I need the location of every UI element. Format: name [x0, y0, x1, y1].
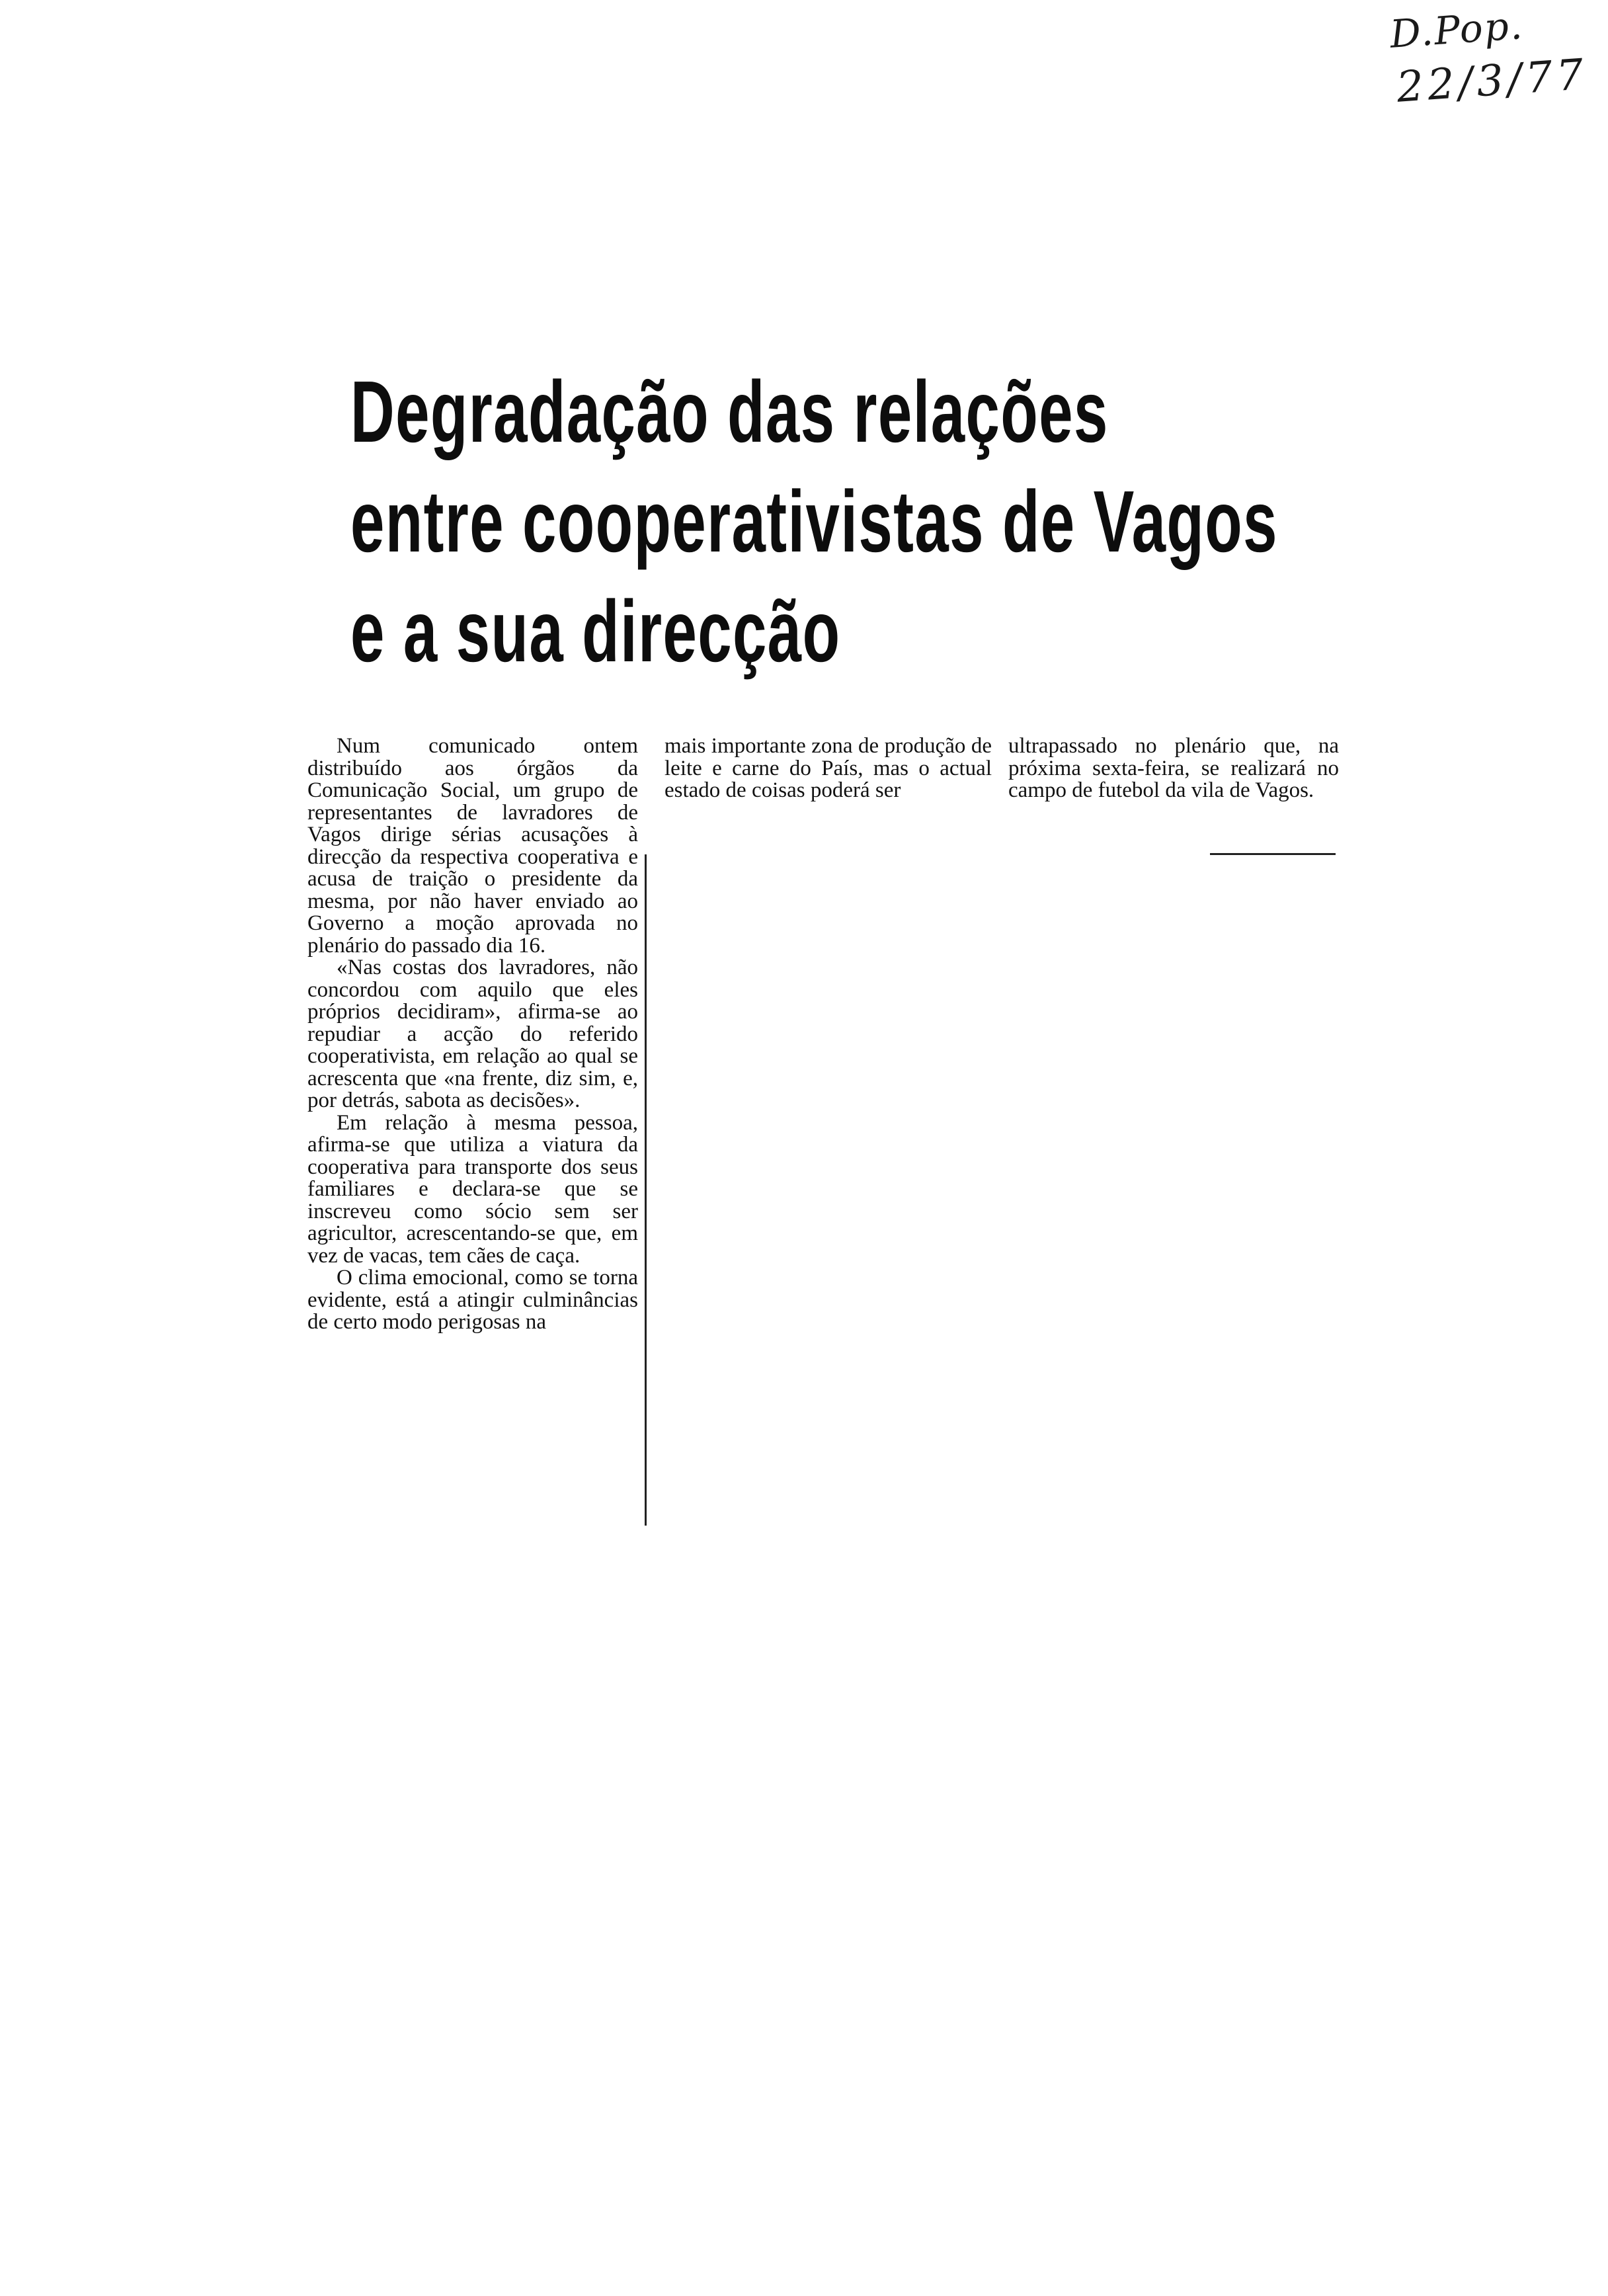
headline-line-3: e a sua direcção	[350, 583, 841, 680]
article-paragraph: «Nas costas dos lavradores, não concordou com aquilo que eles próprios decidiram», afirma-se ao repudiar a acção do referido cooperativista, em relação ao qual se acrescenta que «na frente, diz sim, e, por detrás, sabota as decisões».	[307, 956, 638, 1112]
article-end-rule	[1210, 853, 1336, 855]
article-headline	[350, 357, 1278, 686]
article-paragraph: O clima emocional, como se torna evidente, está a atingir culminâncias de certo modo perigosas na	[307, 1266, 638, 1334]
article-column-2	[664, 735, 992, 802]
column-divider	[645, 854, 647, 1526]
article-column-1	[307, 735, 638, 1334]
headline-line-2: entre cooperativistas de Vagos	[350, 473, 1278, 570]
article-paragraph: Em relação à mesma pessoa, afirma-se que utiliza a viatura da cooperativa para transporte dos seus familiares e declara-se que se inscreveu como sócio sem ser agricultor, acrescentando-se que, em vez de vacas, tem cães de caça.	[307, 1110, 638, 1268]
article-paragraph: ultrapassado no plenário que, na próxima sexta-feira, se realizará no campo de futebol da vila de Vagos.	[1008, 734, 1339, 802]
handwritten-source-note: D.Pop.	[1388, 2, 1525, 57]
article-paragraph: Num comunicado ontem distribuído aos órgãos da Comunicação Social, um grupo de representantes de lavradores de Vagos dirige sérias acusações à direcção da respectiva cooperativa e acusa de traição o presidente da mesma, por não haver enviado ao Governo a moção aprovada no plenário do passado dia 16.	[307, 734, 638, 958]
headline-line-1: Degradação das relações	[350, 363, 1109, 460]
article-paragraph: mais importante zona de produção de leite e carne do País, mas o actual estado de coisas poderá ser	[664, 734, 992, 802]
article-column-3	[1008, 735, 1339, 802]
handwritten-date-note: 22/3/77	[1395, 50, 1589, 112]
